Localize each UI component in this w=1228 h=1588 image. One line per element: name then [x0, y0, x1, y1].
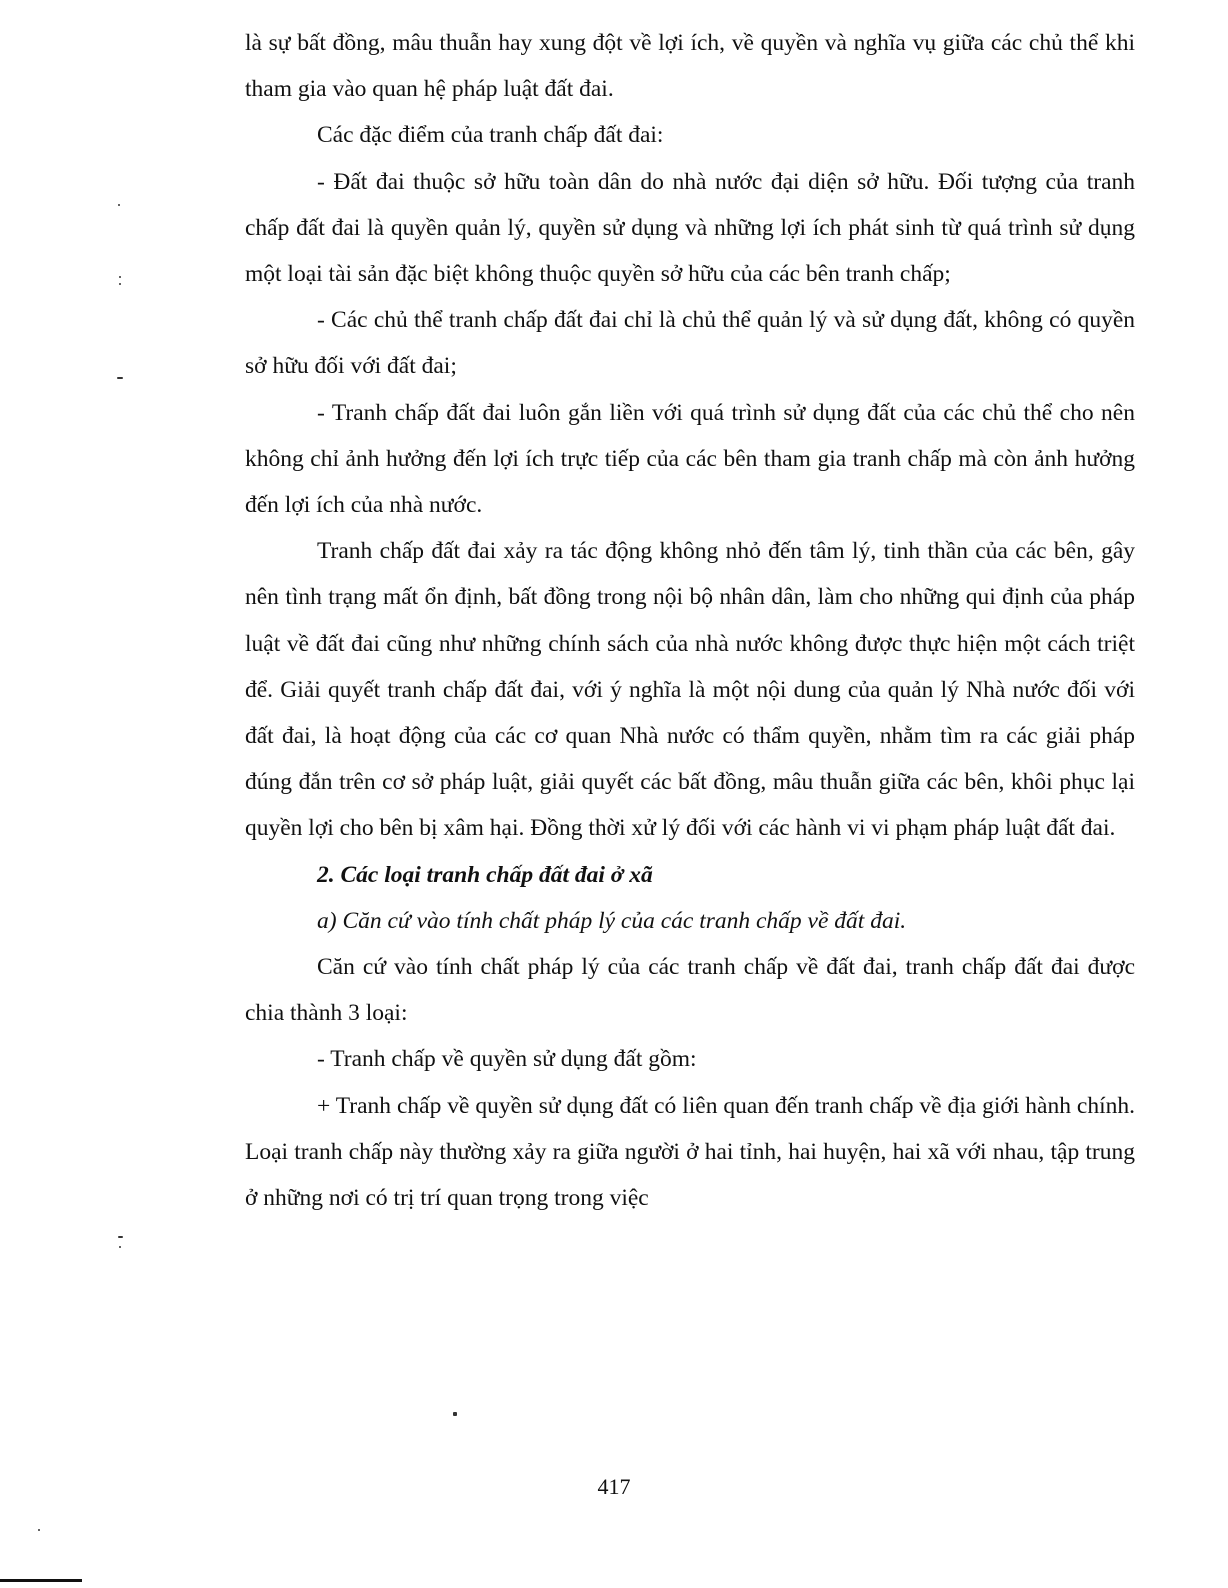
- section-heading: 2. Các loại tranh chấp đất đai ở xã: [317, 861, 653, 888]
- scan-speck: [118, 1236, 123, 1238]
- paragraph-characteristic-2: - Các chủ thể tranh chấp đất đai chỉ là chủ thể quản lý và sử dụng đất, không có quyền sở hữu đối với đất đai;: [245, 307, 1135, 380]
- scan-speck: [38, 1529, 40, 1531]
- paragraph-continuation: là sự bất đồng, mâu thuẫn hay xung đột về lợi ích, về quyền và nghĩa vụ giữa các chủ thể khi tham gia vào quan hệ pháp luật đất đai.: [245, 30, 1135, 103]
- paragraph-characteristic-1: - Đất đai thuộc sở hữu toàn dân do nhà nước đại diện sở hữu. Đối tượng của tranh chấp đất đai là quyền quản lý, quyền sử dụng và những lợi ích phát sinh từ quá trình sử dụng một loại tài sản đặc biệt không thuộc quyền sở hữu của các bên tranh chấp;: [245, 168, 1135, 288]
- paragraph-characteristic-3: - Tranh chấp đất đai luôn gắn liền với quá trình sử dụng đất của các chủ thể cho nên không chỉ ảnh hưởng đến lợi ích trực tiếp của các bên tham gia tranh chấp mà còn ảnh hưởng đến lợi ích của nhà nước.: [245, 399, 1135, 519]
- scan-speck: [453, 1412, 457, 1416]
- paragraph-type-1-detail: + Tranh chấp về quyền sử dụng đất có liên quan đến tranh chấp về địa giới hành chính. Loại tranh chấp này thường xảy ra giữa người ở hai tỉnh, hai huyện, hai xã với nhau, tập trung ở những nơi có trị trí quan trọng trong việc: [245, 1092, 1135, 1212]
- paragraph-impact: Tranh chấp đất đai xảy ra tác động không nhỏ đến tâm lý, tinh thần của các bên, gây nên tình trạng mất ổn định, bất đồng trong nội bộ nhân dân, làm cho những qui định của pháp luật về đất đai cũng như những chính sách của nhà nước không được thực hiện một cách triệt để. Giải quyết tranh chấp đất đai, với ý nghĩa là một nội dung của quản lý Nhà nước đối với đất đai, là hoạt động của các cơ quan Nhà nước có thẩm quyền, nhằm tìm ra các giải pháp đúng đắn trên cơ sở pháp luật, giải quyết các bất đồng, mâu thuẫn giữa các bên, khôi phục lại quyền lợi cho bên bị xâm hại. Đồng thời xử lý đối với các hành vi vi phạm pháp luật đất đai.: [245, 538, 1135, 842]
- scan-speck: [119, 283, 121, 285]
- footer-rule: [0, 1579, 82, 1582]
- scan-speck: [119, 276, 121, 278]
- subsection-heading: a) Căn cứ vào tính chất pháp lý của các tranh chấp về đất đai.: [317, 907, 907, 934]
- paragraph-classification: Căn cứ vào tính chất pháp lý của các tranh chấp về đất đai, tranh chấp đất đai được chia thành 3 loại:: [245, 954, 1135, 1027]
- scan-speck: [117, 377, 123, 379]
- scan-speck: [118, 204, 120, 206]
- scan-speck: [119, 1246, 121, 1248]
- page-number: 417: [597, 1474, 631, 1499]
- paragraph-type-1: - Tranh chấp về quyền sử dụng đất gồm:: [317, 1046, 697, 1073]
- paragraph-characteristics-intro: Các đặc điểm của tranh chấp đất đai:: [317, 122, 664, 149]
- page-body: [245, 20, 1135, 1221]
